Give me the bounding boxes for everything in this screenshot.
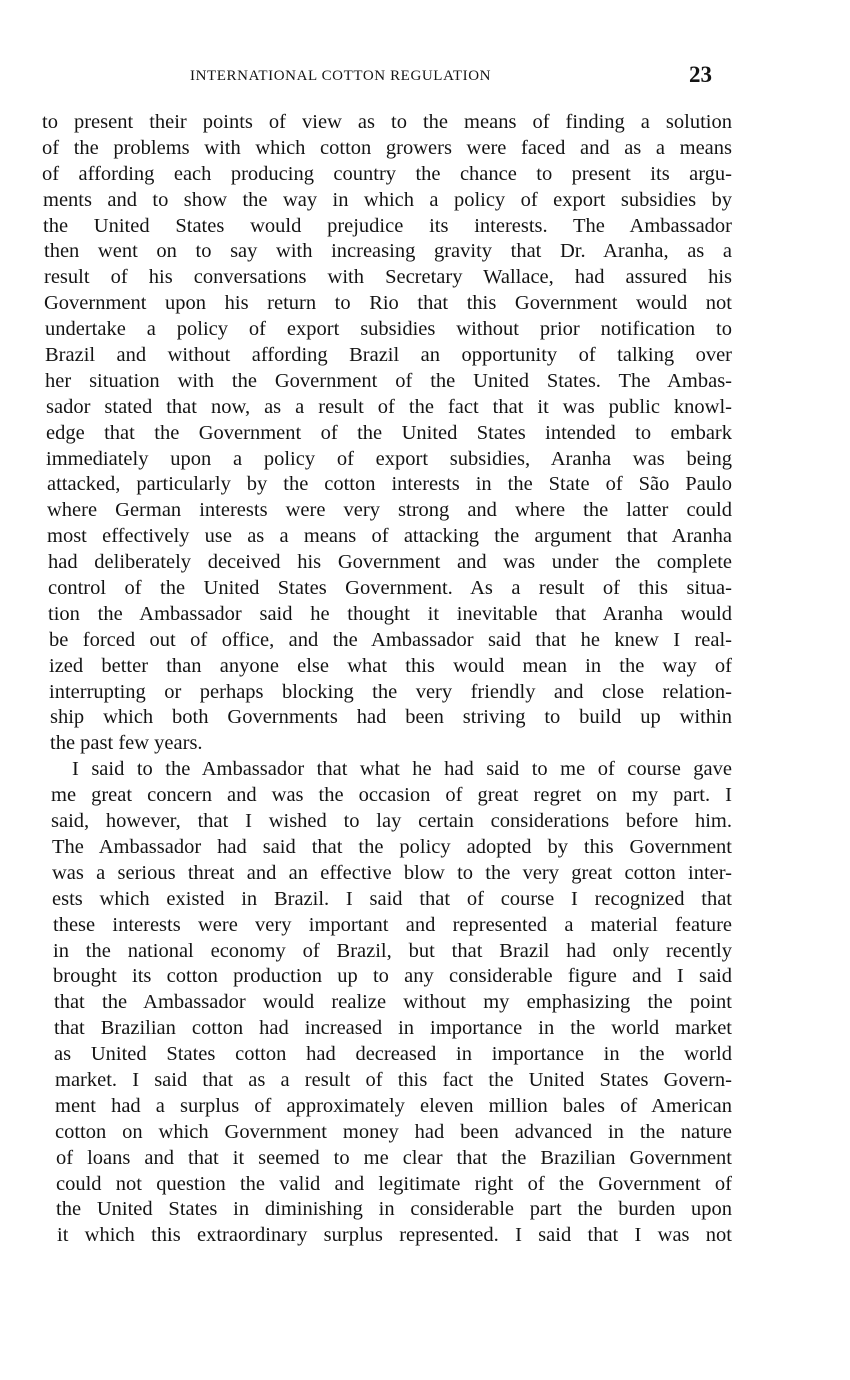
text-line: ized better than anyone else what this would mean in the way of: [49, 654, 732, 677]
text-line: as United States cotton had decreased in importance in the world: [54, 1043, 732, 1066]
text-line: had deliberately deceived his Government and was under the complete: [48, 551, 732, 574]
text-line: me great concern and was the occasion of great regret on my part. I: [51, 784, 732, 807]
text-line: then went on to say with increasing gravity that Dr. Aranha, as a: [44, 240, 732, 263]
text-line: of loans and that it seemed to me clear that the Brazilian Government: [56, 1146, 732, 1169]
text-line: edge that the Government of the United States intended to embark: [46, 421, 732, 444]
text-line: that the Ambassador would realize without my emphasizing the point: [54, 991, 732, 1014]
text-line: tion the Ambassador said he thought it inevitable that Aranha would: [48, 602, 732, 625]
text-line: control of the United States Government. As a result of this situa-: [48, 577, 732, 600]
text-line: her situation with the Government of the United States. The Ambas-: [45, 369, 732, 392]
page-number: 23: [689, 62, 712, 87]
text-line: result of his conversations with Secretary Wallace, had assured his: [44, 266, 732, 289]
text-line: of the problems with which cotton growers were faced and as a means: [42, 136, 732, 159]
text-line: was a serious threat and an effective blow to the very great cotton inter-: [52, 861, 732, 884]
text-line: these interests were very important and represented a material feature: [53, 913, 732, 936]
text-line: most effectively use as a means of attacking the argument that Aranha: [47, 525, 732, 548]
text-line: in the national economy of Brazil, but that Brazil had only recently: [53, 939, 732, 962]
text-line: undertake a policy of export subsidies without prior notification to: [45, 318, 732, 341]
text-line: Brazil and without affording Brazil an opportunity of talking over: [45, 344, 732, 367]
text-line: Government upon his return to Rio that this Government would not: [44, 292, 732, 315]
text-line: sador stated that now, as a result of the fact that it was public knowl-: [46, 395, 732, 418]
running-title: INTERNATIONAL COTTON REGULATION: [190, 68, 492, 84]
text-line: it which this extraordinary surplus represented. I said that I was not: [57, 1224, 732, 1247]
text-line: immediately upon a policy of export subsidies, Aranha was being: [46, 447, 732, 470]
text-line: cotton on which Government money had been advanced in the nature: [55, 1120, 732, 1143]
text-line: the past few years.: [50, 732, 203, 755]
text-line: interrupting or perhaps blocking the very friendly and close relation-: [49, 680, 732, 703]
text-line: The Ambassador had said that the policy adopted by this Government: [52, 835, 732, 858]
text-line: said, however, that I wished to lay certain considerations before him.: [51, 810, 732, 833]
text-line: that Brazilian cotton had increased in importance in the world market: [54, 1017, 732, 1040]
text-line: to present their points of view as to the means of finding a solution: [42, 111, 732, 133]
text-line: ments and to show the way in which a policy of export subsidies by: [43, 188, 732, 211]
text-line: the United States in diminishing in considerable part the burden upon: [56, 1198, 732, 1221]
text-line: the United States would prejudice its interests. The Ambassador: [43, 214, 732, 237]
body-text: [42, 110, 732, 1249]
text-line: could not question the valid and legitimate right of the Government of: [56, 1172, 732, 1195]
text-line: of affording each producing country the chance to present its argu-: [42, 162, 732, 185]
text-line: market. I said that as a result of this fact the United States Govern-: [55, 1068, 732, 1091]
text-line: ment had a surplus of approximately eleven million bales of American: [55, 1094, 732, 1117]
running-header: [60, 62, 710, 94]
text-line: ship which both Governments had been striving to build up within: [50, 706, 732, 729]
text-line: be forced out of office, and the Ambassador said that he knew I real-: [49, 628, 732, 651]
text-line: attacked, particularly by the cotton interests in the State of São Paulo: [47, 473, 732, 496]
text-line: ests which existed in Brazil. I said that of course I recognized that: [52, 887, 732, 910]
text-line: brought its cotton production up to any considerable figure and I said: [53, 965, 732, 988]
text-line: where German interests were very strong and where the latter could: [47, 499, 732, 522]
text-line: I said to the Ambassador that what he had said to me of course gave: [72, 758, 732, 781]
